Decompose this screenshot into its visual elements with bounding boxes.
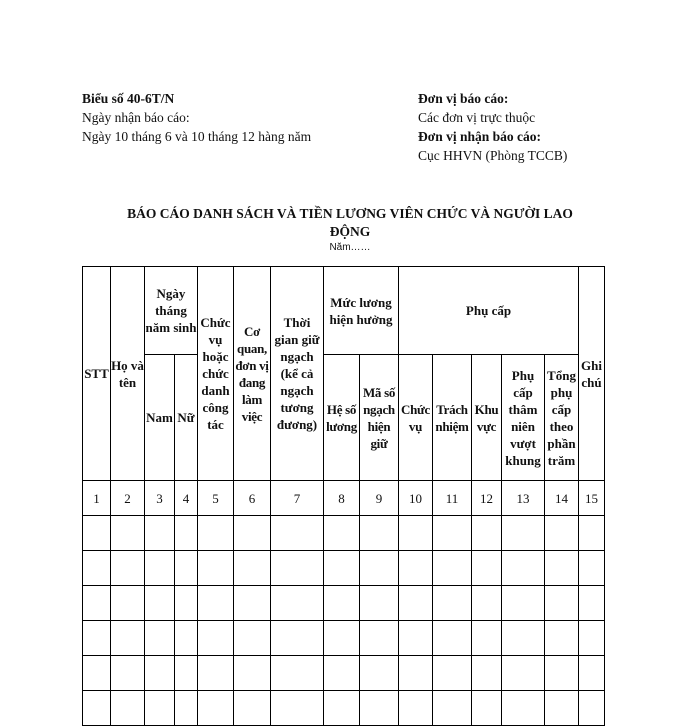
table-cell	[145, 621, 175, 656]
table-cell	[502, 586, 545, 621]
table-cell	[360, 691, 399, 726]
col-position-header: Chức vụ hoặc chức danh công tác	[198, 267, 234, 481]
report-title-line2: ĐỘNG	[329, 224, 371, 239]
table-cell	[360, 656, 399, 691]
receive-date-value: Ngày 10 tháng 6 và 10 tháng 12 hàng năm	[82, 129, 312, 144]
table-cell	[545, 656, 579, 691]
col-seniority-header: Phụ cấp thâm niên vượt khung	[502, 355, 545, 481]
column-number: 2	[111, 481, 145, 516]
column-number: 6	[234, 481, 271, 516]
table-row	[83, 691, 605, 726]
column-number: 12	[472, 481, 502, 516]
table-cell	[399, 656, 433, 691]
table-cell	[399, 516, 433, 551]
table-cell	[579, 551, 605, 586]
table-cell	[579, 656, 605, 691]
table-cell	[175, 691, 198, 726]
table-cell	[111, 656, 145, 691]
table-cell	[433, 691, 472, 726]
table-cell	[234, 656, 271, 691]
report-year: Năm……	[329, 242, 371, 253]
table-cell	[502, 691, 545, 726]
column-number: 5	[198, 481, 234, 516]
table-cell	[271, 691, 324, 726]
table-cell	[145, 656, 175, 691]
table-cell	[545, 691, 579, 726]
table-cell	[545, 551, 579, 586]
table-cell	[324, 691, 360, 726]
table-cell	[271, 656, 324, 691]
form-code: Biểu số 40-6T/N	[82, 91, 175, 106]
table-cell	[324, 516, 360, 551]
col-responsibility-header: Trách nhiệm	[433, 355, 472, 481]
table-cell	[145, 516, 175, 551]
col-dob-header: Ngày tháng năm sinh	[145, 267, 198, 355]
table-cell	[83, 691, 111, 726]
header-row-2	[83, 355, 605, 481]
table-cell	[545, 586, 579, 621]
table-cell	[324, 656, 360, 691]
receive-date-label: Ngày nhận báo cáo:	[82, 110, 190, 125]
table-cell	[198, 656, 234, 691]
table-cell	[472, 586, 502, 621]
col-salary-header: Mức lương hiện hưởng	[324, 267, 399, 355]
table-cell	[324, 551, 360, 586]
table-cell	[324, 586, 360, 621]
table-cell	[433, 551, 472, 586]
table-cell	[145, 691, 175, 726]
col-time-header: Thời gian giữ ngạch (kể cả ngạch tương đương)	[271, 267, 324, 481]
table-cell	[83, 656, 111, 691]
col-male-header: Nam	[145, 355, 175, 481]
column-number: 3	[145, 481, 175, 516]
table-cell	[175, 516, 198, 551]
reporting-unit-label: Đơn vị báo cáo:	[418, 91, 509, 106]
table-row	[83, 551, 605, 586]
col-allowance-header: Phụ cấp	[399, 267, 579, 355]
table-cell	[579, 691, 605, 726]
header-row-1	[83, 267, 605, 355]
column-number: 15	[579, 481, 605, 516]
table-row	[83, 621, 605, 656]
table-cell	[399, 551, 433, 586]
table-cell	[545, 621, 579, 656]
table-cell	[111, 551, 145, 586]
table-cell	[472, 621, 502, 656]
table-row	[83, 586, 605, 621]
column-number: 8	[324, 481, 360, 516]
table-cell	[360, 621, 399, 656]
col-stt-header: STT	[83, 267, 111, 481]
table-cell	[198, 586, 234, 621]
column-number-row	[83, 481, 605, 516]
table-cell	[111, 691, 145, 726]
table-cell	[198, 691, 234, 726]
table-cell	[324, 621, 360, 656]
column-number: 13	[502, 481, 545, 516]
table-cell	[83, 516, 111, 551]
column-number: 4	[175, 481, 198, 516]
col-note-header: Ghi chú	[579, 267, 605, 481]
reporting-unit-value: Các đơn vị trực thuộc	[418, 110, 536, 125]
col-region-header: Khu vực	[472, 355, 502, 481]
column-number: 14	[545, 481, 579, 516]
staff-salary-table	[82, 266, 605, 726]
column-number: 7	[271, 481, 324, 516]
table-cell	[145, 586, 175, 621]
table-cell	[579, 586, 605, 621]
col-female-header: Nữ	[175, 355, 198, 481]
table-cell	[502, 621, 545, 656]
column-number: 1	[83, 481, 111, 516]
col-agency-header: Cơ quan, đơn vị đang làm việc	[234, 267, 271, 481]
table-cell	[360, 551, 399, 586]
table-cell	[83, 551, 111, 586]
table-cell	[502, 551, 545, 586]
table-cell	[472, 516, 502, 551]
table-cell	[111, 516, 145, 551]
table-row	[83, 516, 605, 551]
table-cell	[175, 586, 198, 621]
table-cell	[198, 621, 234, 656]
table-cell	[111, 621, 145, 656]
report-title-line1: BÁO CÁO DANH SÁCH VÀ TIỀN LƯƠNG VIÊN CHỨC VÀ NGƯỜI LAO	[127, 206, 573, 221]
column-number: 11	[433, 481, 472, 516]
receiving-unit-value: Cục HHVN (Phòng TCCB)	[418, 148, 568, 163]
column-number: 9	[360, 481, 399, 516]
table-cell	[579, 516, 605, 551]
table-cell	[234, 516, 271, 551]
table-cell	[472, 691, 502, 726]
table-cell	[399, 586, 433, 621]
receiving-unit-label: Đơn vị nhận báo cáo:	[418, 129, 542, 144]
table-cell	[198, 516, 234, 551]
table-cell	[234, 621, 271, 656]
table-cell	[83, 586, 111, 621]
report-title	[80, 205, 620, 241]
table-cell	[234, 586, 271, 621]
col-coef-header: Hệ số lương	[324, 355, 360, 481]
header-right	[418, 89, 567, 165]
table-cell	[433, 586, 472, 621]
table-cell	[399, 691, 433, 726]
table-cell	[433, 656, 472, 691]
column-number: 10	[399, 481, 433, 516]
table-cell	[175, 621, 198, 656]
table-cell	[175, 551, 198, 586]
col-position-allowance-header: Chức vụ	[399, 355, 433, 481]
table-cell	[579, 621, 605, 656]
header-left	[82, 89, 311, 146]
table-cell	[472, 656, 502, 691]
table-cell	[271, 621, 324, 656]
col-total-pct-header: Tổng phụ cấp theo phần trăm	[545, 355, 579, 481]
blank-rows	[83, 516, 605, 726]
table-cell	[399, 621, 433, 656]
table-cell	[111, 586, 145, 621]
table-cell	[234, 551, 271, 586]
table-row	[83, 656, 605, 691]
col-code-header: Mã số ngạch hiện giữ	[360, 355, 399, 481]
table-cell	[472, 551, 502, 586]
table-cell	[145, 551, 175, 586]
table-cell	[502, 656, 545, 691]
table-cell	[545, 516, 579, 551]
table-cell	[360, 586, 399, 621]
table-cell	[271, 551, 324, 586]
col-name-header: Họ và tên	[111, 267, 145, 481]
table-cell	[271, 586, 324, 621]
table-cell	[271, 516, 324, 551]
table-cell	[433, 621, 472, 656]
table-cell	[234, 691, 271, 726]
table-cell	[502, 516, 545, 551]
table-cell	[198, 551, 234, 586]
table-cell	[83, 621, 111, 656]
table-cell	[175, 656, 198, 691]
table-cell	[433, 516, 472, 551]
table-cell	[360, 516, 399, 551]
